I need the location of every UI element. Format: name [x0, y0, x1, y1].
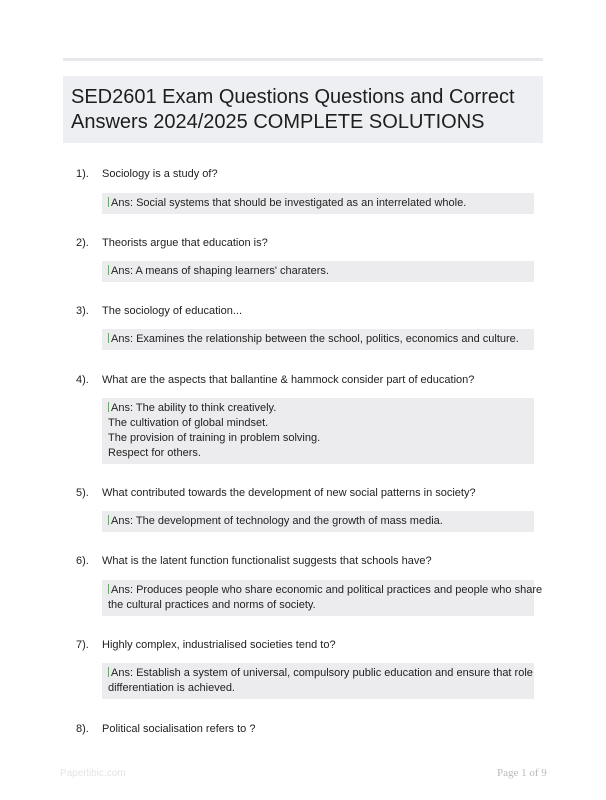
page-indicator: Page 1 of 9 — [497, 767, 547, 779]
answer-line: Ans: Establish a system of universal, compulsory public education and ensure that role — [111, 667, 533, 679]
question-text: Highly complex, industrialised societies tend to? — [102, 639, 336, 651]
answer-line: the cultural practices and norms of society. — [108, 599, 316, 611]
answer-box — [102, 329, 534, 350]
question-text: What is the latent function functionalist suggests that schools have? — [102, 555, 432, 567]
question-text: Political socialisation refers to ? — [102, 723, 256, 735]
top-rule — [63, 58, 543, 61]
answer-line: The provision of training in problem solving. — [108, 432, 321, 444]
answer-line: The cultivation of global mindset. — [108, 417, 269, 429]
document-title: SED2601 Exam Questions Questions and Correct Answers 2024/2025 COMPLETE SOLUTIONS — [71, 86, 515, 133]
question-text: Sociology is a study of? — [102, 168, 218, 180]
question-number: 2). — [76, 237, 89, 249]
answer-box — [102, 398, 534, 464]
question-number: 6). — [76, 555, 89, 567]
question-text: The sociology of education... — [102, 305, 243, 317]
answer-box — [102, 193, 534, 214]
answer-line: Ans: Examines the relationship between the school, politics, economics and culture. — [111, 333, 519, 345]
answer-line: Ans: Produces people who share economic and political practices and people who share — [111, 584, 543, 596]
question-number: 8). — [76, 723, 89, 735]
question-number: 4). — [76, 374, 89, 386]
answer-box — [102, 663, 534, 699]
answer-box — [102, 580, 543, 616]
question-text: What contributed towards the development of new social patterns in society? — [102, 487, 476, 499]
question-number: 7). — [76, 639, 89, 651]
answer-box — [102, 261, 534, 282]
answer-line: Ans: The development of technology and the growth of mass media. — [111, 515, 443, 527]
footer-watermark: Paperlibic.com — [60, 768, 126, 779]
answer-line: Respect for others. — [108, 447, 201, 459]
title-box — [63, 76, 543, 143]
answer-line: Ans: The ability to think creatively. — [111, 402, 277, 414]
question-text: What are the aspects that ballantine & hammock consider part of education? — [102, 374, 475, 386]
question-number: 5). — [76, 487, 89, 499]
answer-line: Ans: Social systems that should be investigated as an interrelated whole. — [111, 197, 467, 209]
question-number: 1). — [76, 168, 89, 180]
question-number: 3). — [76, 305, 89, 317]
answer-line: differentiation is achieved. — [108, 682, 235, 694]
answer-box — [102, 511, 534, 532]
question-text: Theorists argue that education is? — [102, 237, 268, 249]
answer-line: Ans: A means of shaping learners' charaters. — [111, 265, 329, 277]
